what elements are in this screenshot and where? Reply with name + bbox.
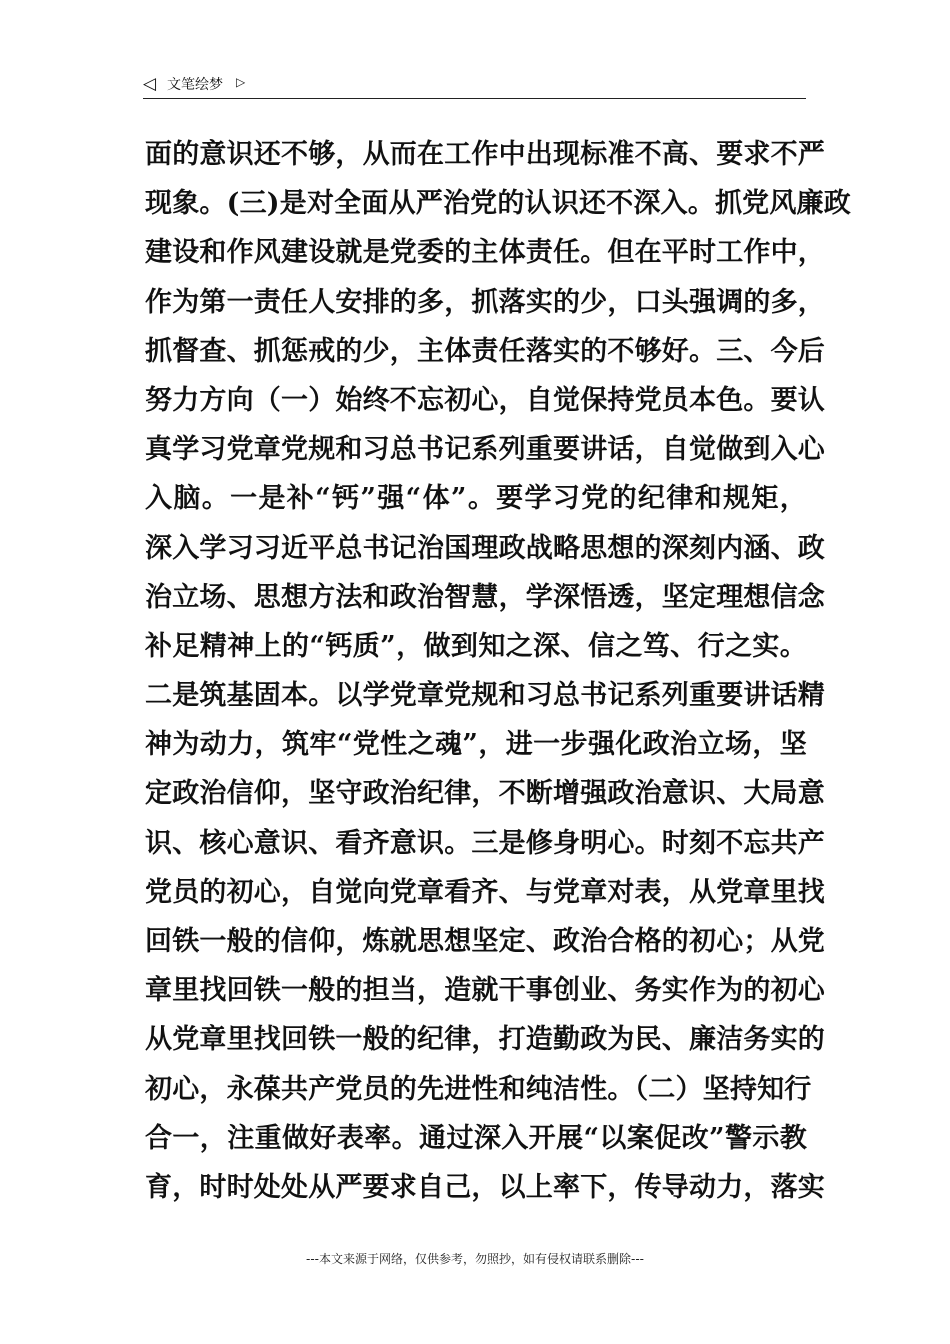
text-line: 合一，注重做好表率。通过深入开展“以案促改”警示教 xyxy=(145,1122,807,1154)
header-brand: 文笔绘梦 xyxy=(167,77,223,93)
text-line: 作为第一责任人安排的多，抓落实的少，口头强调的多， xyxy=(145,286,825,318)
text-line: 二是筑基固本。以学党章党规和习总书记系列重要讲话精 xyxy=(145,680,825,712)
text-line: 定政治信仰，坚守政治纪律，不断增强政治意识、大局意 xyxy=(145,778,825,810)
text-line: 现象。(三)是对全面从严治党的认识还不深入。抓党风廉政 xyxy=(145,188,851,220)
body-text xyxy=(145,130,851,1212)
text-line: 入脑。一是补“钙”强“体”。要学习党的纪律和规矩， xyxy=(145,483,807,515)
page-header xyxy=(143,72,806,99)
text-line: 育，时时处处从严要求自己，以上率下，传导动力，落实 xyxy=(145,1171,825,1203)
text-line: 深入学习习近平总书记治国理政战略思想的深刻内涵、政 xyxy=(145,532,825,564)
text-line: 识、核心意识、看齐意识。三是修身明心。时刻不忘共产 xyxy=(145,827,825,859)
page-footer: ---本文来源于网络，仅供参考，勿照抄，如有侵权请联系删除--- xyxy=(306,1252,644,1266)
triangle-left-icon: ◁ xyxy=(143,74,157,94)
text-line: 初心，永葆共产党员的先进性和纯洁性。（二）坚持知行 xyxy=(145,1073,812,1105)
triangle-right-icon: ▷ xyxy=(236,75,246,89)
text-line: 抓督查、抓惩戒的少，主体责任落实的不够好。三、今后 xyxy=(145,335,825,367)
text-line: 从党章里找回铁一般的纪律，打造勤政为民、廉洁务实的 xyxy=(145,1024,825,1056)
text-line: 建设和作风建设就是党委的主体责任。但在平时工作中， xyxy=(145,237,825,269)
text-line: 党员的初心，自觉向党章看齐、与党章对表，从党章里找 xyxy=(145,876,825,908)
text-line: 神为动力，筑牢“党性之魂”，进一步强化政治立场，坚 xyxy=(145,729,807,761)
text-line: 补足精神上的“钙质”，做到知之深、信之笃、行之实。 xyxy=(145,630,807,662)
text-line: 回铁一般的信仰，炼就思想坚定、政治合格的初心；从党 xyxy=(145,926,825,957)
text-line: 面的意识还不够，从而在工作中出现标准不高、要求不严 xyxy=(145,139,825,170)
text-line: 真学习党章党规和习总书记系列重要讲话，自觉做到入心 xyxy=(145,434,825,466)
text-line: 章里找回铁一般的担当，造就干事创业、务实作为的初心 xyxy=(145,975,825,1007)
text-line: 努力方向（一）始终不忘初心，自觉保持党员本色。要认 xyxy=(145,384,825,416)
text-line: 治立场、思想方法和政治智慧，学深悟透，坚定理想信念 xyxy=(145,581,825,613)
